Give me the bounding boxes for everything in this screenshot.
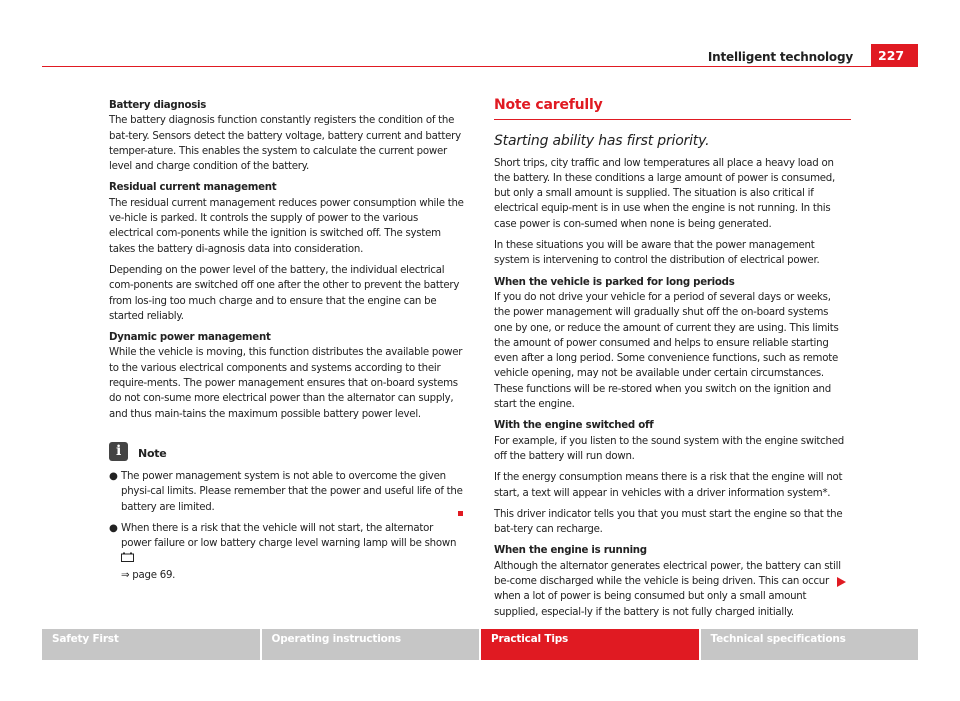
page-number: 227 — [871, 44, 918, 67]
right-column — [494, 98, 849, 626]
note-bullet-1-text: The power management system is not able to overcome the given physi-cal limits. Please remember that the power and useful life of the battery are limited. — [121, 470, 463, 513]
left-column — [109, 98, 464, 589]
page-reference-link[interactable]: ⇒ page 69. — [121, 569, 176, 581]
engine-off-text-2: If the energy consumption means there is a risk that the engine will not start, a text will appear in vehicles with a driver information system*. — [494, 472, 843, 499]
note-header — [109, 442, 464, 461]
section-subtitle: Starting ability has first priority. — [494, 133, 710, 150]
parked-text: If you do not drive your vehicle for a period of several days or weeks, the power management will gradually shut off the on-board systems one by one, or reduce the amount of current they are using. This limits the amount of power consumed and helps to ensure reliable starting even after a long period. Some convenience functions, such as remote vehicle opening, may not be available under certain circumstances. These functions will be re-stored when you switch on the ignition and start the engine. — [494, 291, 839, 411]
engine-off-heading: With the engine switched off — [494, 420, 654, 432]
dynamic-power-text: While the vehicle is moving, this function distributes the available power to the various electrical components and systems according to their require-ments. The power management ensures that on-board systems do not con-sume more electrical power than the alternator can supply, and thus main-tains the maximum possible battery power level. — [109, 347, 463, 420]
footer-tab-safety-first[interactable]: Safety First — [42, 629, 260, 660]
bullet-dot: ● — [109, 470, 118, 482]
dynamic-power-heading: Dynamic power management — [109, 332, 271, 344]
header-divider — [42, 66, 918, 67]
residual-current-text: The residual current management reduces power consumption while the ve-hicle is parked. It controls the supply of power to the various electrical com-ponents while the ignition is switched off. The system takes the battery di-agnosis data into consideration. — [109, 197, 464, 255]
note-bullet-1 — [109, 469, 464, 515]
bullet-dot: ● — [109, 522, 118, 534]
section-title: Note carefully — [494, 97, 603, 113]
intro-paragraph-2: In these situations you will be aware that the power management system is intervening to control the distribution of electrical power. — [494, 240, 820, 267]
intro-paragraph-1: Short trips, city traffic and low temperatures all place a heavy load on the battery. In these conditions a large amount of power is consumed, but only a small amount is supplied. The situation is also critical if electrical equip-ment is in use when the engine is not running. In this case power is con-sumed when none is being generated. — [494, 157, 835, 230]
engine-off-text-3: This driver indicator tells you that you must start the engine so that the bat-tery can recharge. — [494, 508, 843, 536]
engine-off-text-1: For example, if you listen to the sound system with the engine switched off the battery will run down. — [494, 435, 844, 462]
parked-heading: When the vehicle is parked for long periods — [494, 276, 735, 288]
section-divider — [494, 119, 851, 120]
note-bullet-2 — [109, 521, 464, 583]
footer-tab-operating-instructions[interactable]: Operating instructions — [262, 629, 480, 660]
engine-running-text: Although the alternator generates electrical power, the battery can still be-come discharged while the vehicle is being driven. This can occur when a lot of power is being consumed but only a small amount supplied, especial-ly if the battery is not fully charged initially. — [494, 560, 841, 618]
engine-running-heading: When the engine is running — [494, 545, 647, 557]
section-end-marker — [458, 511, 463, 516]
running-header-title: Intelligent technology — [707, 50, 853, 64]
note-bullet-2-text: When there is a risk that the vehicle will not start, the alternator power failure or low battery charge level warning lamp will be shown — [121, 522, 457, 550]
residual-current-heading: Residual current management — [109, 182, 277, 194]
continue-arrow-icon — [837, 577, 846, 587]
note-label: Note — [138, 446, 167, 460]
footer-tab-practical-tips[interactable]: Practical Tips — [481, 629, 699, 660]
footer-tab-technical-specifications[interactable]: Technical specifications — [701, 629, 919, 660]
battery-diagnosis-heading: Battery diagnosis — [109, 100, 207, 111]
depending-text: Depending on the power level of the battery, the individual electrical com-ponents are switched off one after the other to prevent the battery from los-ing too much charge and to ensure that the engine can be started reliably. — [109, 264, 460, 322]
footer-nav — [42, 629, 918, 660]
info-note-icon: i — [109, 442, 128, 461]
battery-diagnosis-text: The battery diagnosis function constantly registers the condition of the bat-tery. Sensors detect the battery voltage, battery current and battery temper-ature. This enables the system to calculate the current power level and charge condition of the battery. — [109, 115, 461, 173]
battery-warning-icon — [121, 552, 134, 567]
